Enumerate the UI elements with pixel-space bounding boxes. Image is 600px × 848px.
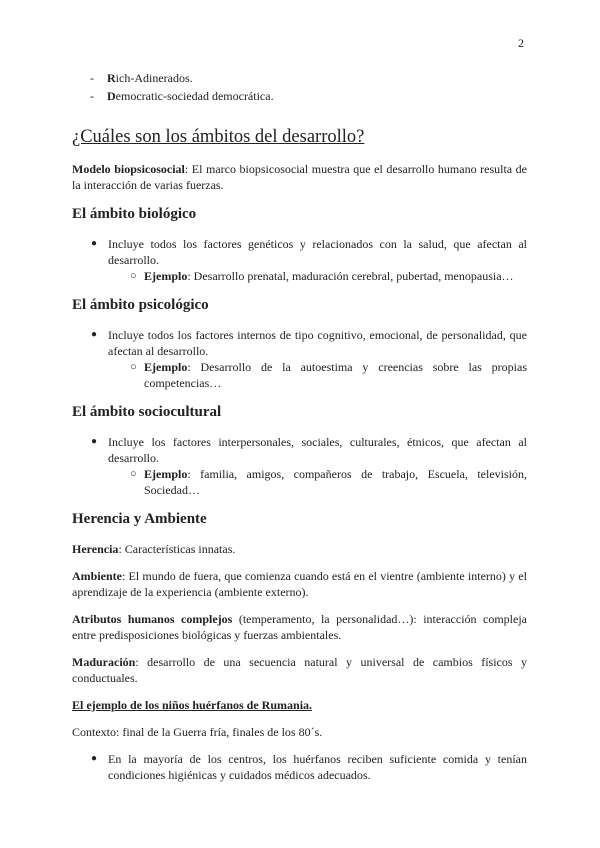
list-item-text: emocratic-sociedad democrática. bbox=[115, 89, 274, 103]
biologico-bullet-text: Incluye todos los factores genéticos y relacionados con la salud, que afectan al desarrollo. bbox=[108, 237, 527, 267]
dash-marker: - bbox=[90, 71, 94, 85]
atributos-term: Atributos humanos complejos bbox=[72, 612, 233, 626]
bullet-icon: ● bbox=[91, 436, 98, 447]
herencia-heading: Herencia y Ambiente bbox=[72, 511, 207, 527]
psicologico-heading: El ámbito psicológico bbox=[72, 297, 209, 313]
list-item bbox=[72, 70, 527, 86]
rumania-bullet-text: En la mayoría de los centros, los huérfanos reciben suficiente comida y tenían condiciones higiénicas y cuidados médicos adecuados. bbox=[108, 752, 527, 782]
psicologico-example bbox=[72, 359, 527, 391]
list-item-text: ich-Adinerados. bbox=[115, 71, 193, 85]
psicologico-bullet bbox=[72, 327, 527, 359]
ambiente-text: : El mundo de fuera, que comienza cuando está en el vientre (ambiente interno) y el aprendizaje de la experiencia (ambiente externo). bbox=[72, 569, 527, 599]
example-text: : Desarrollo prenatal, maduración cerebral, pubertad, menopausia… bbox=[187, 269, 514, 283]
example-text: : Desarrollo de la autoestima y creencias sobre las propias competencias… bbox=[144, 360, 527, 390]
example-label: Ejemplo bbox=[144, 360, 188, 374]
bullet-icon: ● bbox=[91, 238, 98, 249]
modelo-term: Modelo biopsicosocial bbox=[72, 162, 185, 176]
circle-bullet-icon: ○ bbox=[130, 468, 137, 480]
ambiente-paragraph bbox=[72, 568, 527, 600]
rumania-title bbox=[72, 697, 527, 713]
rumania-title-text: El ejemplo de los niños huérfanos de Rumania. bbox=[72, 698, 313, 712]
modelo-text: : El marco biopsicosocial muestra que el desarrollo humano resulta de la interacción de varias fuerzas. bbox=[72, 162, 527, 192]
document-body bbox=[72, 70, 527, 783]
biologico-example bbox=[72, 268, 527, 284]
bullet-icon: ● bbox=[91, 753, 98, 764]
example-text: : familia, amigos, compañeros de trabajo, Escuela, televisión, Sociedad… bbox=[144, 467, 527, 497]
atributos-paragraph bbox=[72, 611, 527, 643]
modelo-paragraph bbox=[72, 161, 527, 193]
list-item-initial: D bbox=[107, 89, 116, 103]
herencia-paragraph bbox=[72, 541, 527, 557]
ambiente-term: Ambiente bbox=[72, 569, 122, 583]
example-label: Ejemplo bbox=[144, 467, 188, 481]
dash-marker: - bbox=[90, 89, 94, 103]
atributos-text: (temperamento, la personalidad…): interacción compleja entre predisposiciones biológicas y fuerzas ambientales. bbox=[72, 612, 527, 642]
sociocultural-heading: El ámbito sociocultural bbox=[72, 404, 222, 420]
herencia-term: Herencia bbox=[72, 542, 119, 556]
maduracion-text: : desarrollo de una secuencia natural y universal de cambios físicos y conductuales. bbox=[72, 655, 527, 685]
biologico-heading: El ámbito biológico bbox=[72, 206, 197, 222]
contexto-paragraph: Contexto: final de la Guerra fría, finales de los 80´s. bbox=[72, 725, 323, 739]
sociocultural-bullet-text: Incluye los factores interpersonales, sociales, culturales, étnicos, que afectan al desarrollo. bbox=[108, 435, 527, 465]
bullet-icon: ● bbox=[91, 329, 98, 340]
page-number: 2 bbox=[518, 36, 524, 50]
main-heading: ¿Cuáles son los ámbitos del desarrollo? bbox=[72, 127, 365, 147]
list-item-initial: R bbox=[107, 71, 116, 85]
list-item bbox=[72, 88, 527, 104]
sociocultural-example bbox=[72, 466, 527, 498]
rumania-bullet bbox=[72, 751, 527, 783]
circle-bullet-icon: ○ bbox=[130, 361, 137, 373]
maduracion-paragraph bbox=[72, 654, 527, 686]
biologico-bullet bbox=[72, 236, 527, 268]
herencia-text: : Características innatas. bbox=[118, 542, 236, 556]
sociocultural-bullet bbox=[72, 434, 527, 466]
psicologico-bullet-text: Incluye todos los factores internos de tipo cognitivo, emocional, de personalidad, que afectan al desarrollo. bbox=[108, 328, 527, 358]
circle-bullet-icon: ○ bbox=[130, 270, 137, 282]
example-label: Ejemplo bbox=[144, 269, 188, 283]
maduracion-term: Maduración bbox=[72, 655, 136, 669]
